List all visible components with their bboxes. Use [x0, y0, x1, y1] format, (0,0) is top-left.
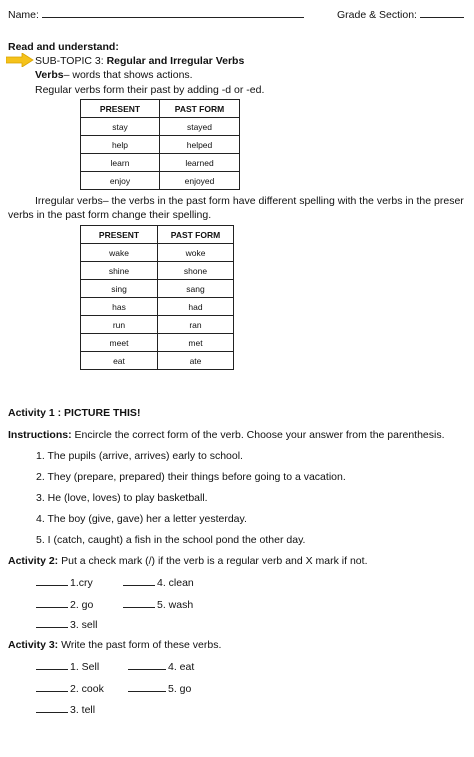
past-cell: met: [158, 334, 234, 352]
past-cell: enjoyed: [160, 172, 240, 190]
activity1-item: 1. The pupils (arrive, arrives) early to school.: [36, 450, 243, 462]
answer-blank[interactable]: [36, 703, 68, 713]
answer-blank[interactable]: [128, 660, 166, 670]
present-cell: run: [81, 316, 158, 334]
past-cell: helped: [160, 136, 240, 154]
instructions-label: Instructions:: [8, 429, 72, 441]
present-cell: shine: [81, 262, 158, 280]
irregular-definition-line2: verbs in the past form change their spelling.: [8, 209, 212, 221]
present-cell: enjoy: [81, 172, 160, 190]
regular-definition: Regular verbs form their past by adding -d or -ed.: [35, 84, 265, 96]
read-heading: Read and understand:: [8, 41, 119, 53]
activity2-text: Put a check mark (/) if the verb is a regular verb and X mark if not.: [61, 555, 368, 567]
past-cell: ate: [158, 352, 234, 370]
activity2-item: [36, 618, 97, 631]
past-cell: sang: [158, 280, 234, 298]
past-cell: ran: [158, 316, 234, 334]
activity3-text: Write the past form of these verbs.: [61, 639, 222, 651]
answer-blank[interactable]: [123, 598, 155, 608]
subtopic-title: Regular and Irregular Verbs: [106, 55, 245, 67]
table-row: [81, 118, 240, 136]
activity3-item: [128, 660, 194, 673]
item-label: 2. go: [70, 599, 94, 611]
grade-field: [337, 8, 464, 21]
item-label: 4. eat: [168, 661, 195, 673]
activity1-item: 2. They (prepare, prepared) their things before going to a vacation.: [36, 471, 346, 483]
subtopic-prefix: SUB-TOPIC 3:: [35, 55, 104, 67]
activity2-item: [123, 576, 194, 589]
answer-blank[interactable]: [36, 598, 68, 608]
verbs-def: – words that shows actions.: [63, 69, 193, 81]
activity1-instructions: [8, 429, 445, 441]
item-label: 1. Sell: [70, 661, 100, 673]
item-label: 4. clean: [157, 577, 194, 589]
table-row: [81, 154, 240, 172]
activity3-instructions: [8, 639, 221, 651]
table-row: [81, 352, 234, 370]
present-cell: sing: [81, 280, 158, 298]
past-cell: stayed: [160, 118, 240, 136]
regular-verbs-table: [80, 99, 240, 190]
item-label: 3. sell: [70, 619, 98, 631]
activity1-item: 4. The boy (give, gave) her a letter yesterday.: [36, 513, 247, 525]
table-row: [81, 280, 234, 298]
name-label: Name:: [8, 9, 39, 21]
answer-blank[interactable]: [36, 660, 68, 670]
item-label: 1.cry: [70, 577, 93, 589]
present-cell: meet: [81, 334, 158, 352]
past-cell: shone: [158, 262, 234, 280]
verbs-definition: [35, 69, 193, 81]
name-field: [8, 8, 304, 21]
table-row: [81, 172, 240, 190]
answer-blank[interactable]: [123, 576, 155, 586]
activity3-label: Activity 3:: [8, 639, 59, 651]
answer-blank[interactable]: [36, 576, 68, 586]
answer-blank[interactable]: [36, 618, 68, 628]
activity2-item: [36, 576, 93, 589]
activity3-item: [36, 682, 104, 695]
col-present: PRESENT: [81, 100, 160, 118]
col-past: PAST FORM: [160, 100, 240, 118]
table-row: [81, 298, 234, 316]
subtopic-line: [35, 55, 244, 67]
present-cell: learn: [81, 154, 160, 172]
item-label: 3. tell: [70, 704, 96, 716]
arrow-icon: [6, 53, 34, 67]
activity3-item: [36, 660, 99, 673]
col-present: PRESENT: [81, 226, 158, 244]
present-cell: has: [81, 298, 158, 316]
irregular-definition-line1: Irregular verbs– the verbs in the past form have different spelling with the verbs in the preser: [35, 195, 464, 207]
activity1-item: 3. He (love, loves) to play basketball.: [36, 492, 208, 504]
table-row: [81, 316, 234, 334]
name-line[interactable]: [42, 8, 304, 18]
activity1-item: 5. I (catch, caught) a fish in the school pond the other day.: [36, 534, 306, 546]
present-cell: wake: [81, 244, 158, 262]
table-row: [81, 136, 240, 154]
table-row: [81, 334, 234, 352]
present-cell: eat: [81, 352, 158, 370]
item-label: 5. wash: [157, 599, 194, 611]
answer-blank[interactable]: [128, 682, 166, 692]
activity2-instructions: [8, 555, 367, 567]
past-cell: woke: [158, 244, 234, 262]
item-label: 2. cook: [70, 683, 104, 695]
activity1-title: Activity 1 : PICTURE THIS!: [8, 407, 141, 419]
activity3-item: [128, 682, 191, 695]
activity2-item: [36, 598, 93, 611]
table-row: [81, 244, 234, 262]
grade-label: Grade & Section:: [337, 9, 417, 21]
past-cell: learned: [160, 154, 240, 172]
irregular-verbs-table: [80, 225, 234, 370]
activity2-item: [123, 598, 193, 611]
activity2-label: Activity 2:: [8, 555, 59, 567]
present-cell: stay: [81, 118, 160, 136]
activity3-item: [36, 703, 95, 716]
grade-line[interactable]: [420, 8, 464, 18]
col-past: PAST FORM: [158, 226, 234, 244]
present-cell: help: [81, 136, 160, 154]
verbs-term: Verbs: [35, 69, 64, 81]
table-row: [81, 262, 234, 280]
answer-blank[interactable]: [36, 682, 68, 692]
past-cell: had: [158, 298, 234, 316]
item-label: 5. go: [168, 683, 192, 695]
instructions-text: Encircle the correct form of the verb. Choose your answer from the parenthesis.: [74, 429, 445, 441]
